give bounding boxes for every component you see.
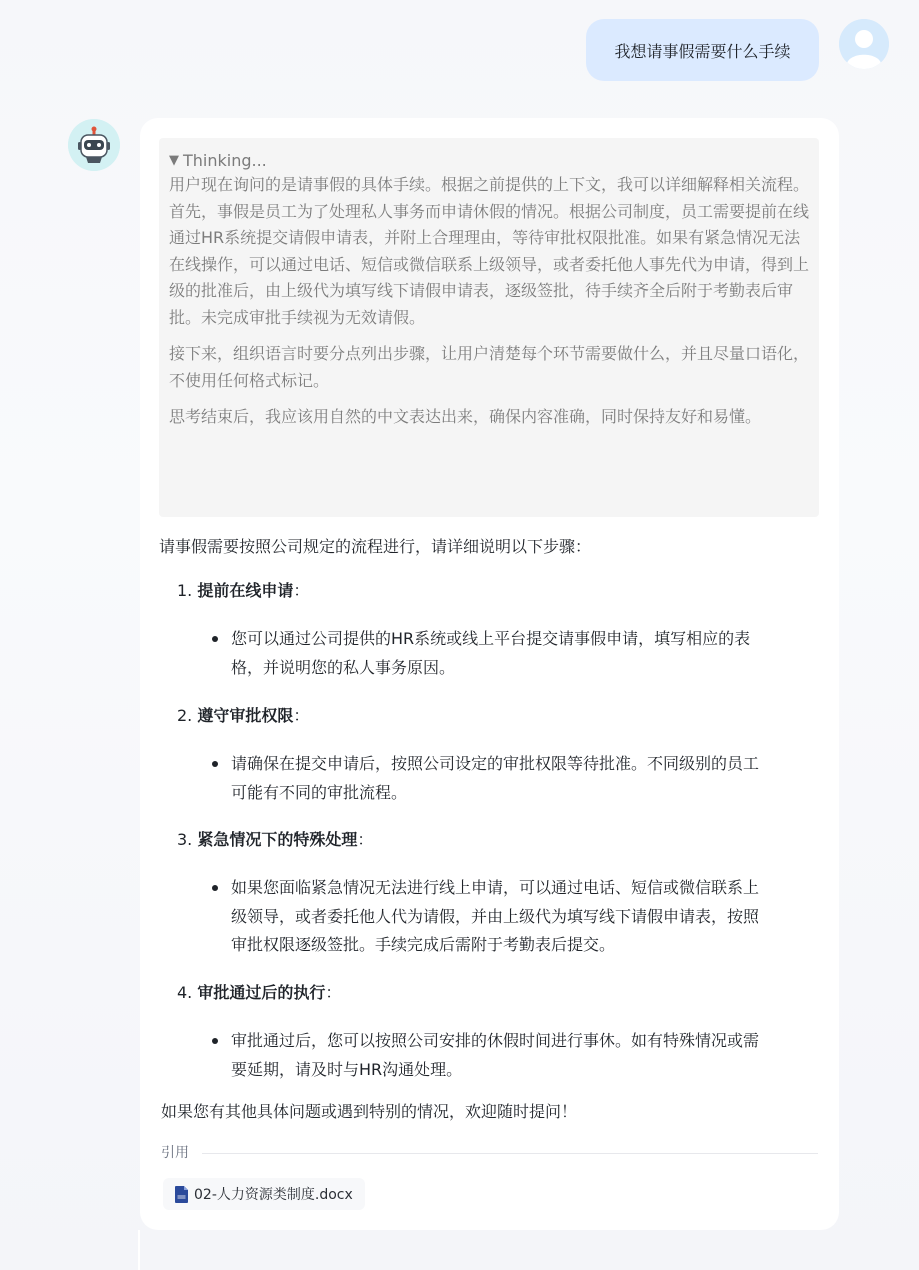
thinking-paragraph: 思考结束后，我应该用自然的中文表达出来，确保内容准确，同时保持友好和易懂。 (169, 407, 762, 426)
step-detail (231, 874, 811, 960)
step-detail-line: 格，并说明您的私人事务原因。 (231, 657, 456, 677)
thinking-paragraph: 用户现在询问的是请事假的具体手续。根据之前提供的上下文，我可以详细解释相关流程。 (169, 175, 810, 194)
user-message-text: 我想请事假需要什么手续 (614, 41, 791, 61)
step-title-text: 紧急情况下的特殊处理 (197, 830, 358, 849)
bot-message-card (140, 118, 839, 1230)
citation-divider (202, 1153, 818, 1154)
bullet-dot-icon (212, 636, 218, 642)
collapse-triangle-icon: ▼ (169, 153, 179, 168)
step-detail-line: 可能有不同的审批流程。 (231, 782, 408, 802)
bullet-dot-icon (212, 885, 218, 891)
step-title-text: 审批通过后的执行 (197, 983, 326, 1002)
step-detail-line: 您可以通过公司提供的HR系统或线上平台提交请事假申请，填写相应的表 (231, 629, 751, 648)
thinking-panel (159, 138, 819, 517)
answer-intro: 请事假需要按照公司规定的流程进行，请详细说明以下步骤： (159, 537, 592, 556)
step-title (177, 705, 309, 727)
left-divider (138, 1230, 140, 1270)
step-suffix: ： (357, 830, 374, 849)
step-detail-line: 审批通过后，您可以按照公司安排的休假时间进行事休。如有特殊情况或需 (231, 1031, 760, 1050)
step-title (177, 580, 309, 602)
step-detail (231, 1027, 811, 1084)
step-number: 3. (177, 830, 193, 849)
step-detail (231, 625, 811, 682)
step-number: 4. (177, 983, 193, 1002)
user-avatar-icon (839, 19, 889, 69)
thinking-toggle[interactable] (169, 150, 809, 172)
user-message-bubble (586, 19, 819, 81)
step-title (177, 829, 373, 851)
step-suffix: ： (293, 581, 310, 600)
bullet-dot-icon (212, 761, 218, 767)
robot-avatar-icon (68, 119, 120, 171)
thinking-paragraph: 接下来，组织语言时要分点列出步骤，让用户清楚每个环节需要做什么，并且尽量口语化，不使用任何格式标记。 (169, 344, 810, 390)
step-detail (231, 750, 811, 807)
citation-file-chip[interactable] (163, 1178, 365, 1210)
step-number: 1. (177, 581, 193, 600)
thinking-label: Thinking... (183, 151, 267, 170)
step-detail-line: 请确保在提交申请后，按照公司设定的审批权限等待批准。不同级别的员工 (231, 754, 760, 773)
step-detail-line: 要延期，请及时与HR沟通处理。 (231, 1059, 463, 1079)
thinking-paragraph: 首先，事假是员工为了处理私人事务而申请休假的情况。根据公司制度，员工需要提前在线通过HR系统提交请假申请表，并附上合理理由，等待审批权限批准。如果有紧急情况无法在线操作，可以通过电话、短信或微信联系上级领导，或者委托他人事先代为申请，得到上级的批准后，由上级代为填写线下请假申请表，逐级签批，待手续齐全后附于考勤表后审批。未完成审批手续视为无效请假。 (169, 201, 810, 327)
step-suffix: ： (325, 983, 342, 1002)
step-title-text: 提前在线申请 (197, 581, 294, 600)
step-detail-line: 级领导，或者委托他人代为请假，并由上级代为填写线下请假申请表，按照 (231, 906, 760, 926)
citation-label: 引用 (161, 1145, 189, 1161)
citation-file-name: 02-人力资源类制度.docx (194, 1187, 353, 1203)
step-number: 2. (177, 706, 193, 725)
step-title (177, 982, 341, 1004)
step-detail-line: 审批权限逐级签批。手续完成后需附于考勤表后提交。 (231, 935, 616, 954)
answer-outro: 如果您有其他具体问题或遇到特别的情况，欢迎随时提问！ (161, 1102, 578, 1121)
bullet-dot-icon (212, 1038, 218, 1044)
step-detail-line: 如果您面临紧急情况无法进行线上申请，可以通过电话、短信或微信联系上 (231, 878, 760, 897)
answer-body (159, 536, 819, 1121)
step-title-text: 遵守审批权限 (197, 706, 294, 725)
step-suffix: ： (293, 706, 310, 725)
word-document-icon (175, 1186, 188, 1203)
user-avatar[interactable] (839, 19, 889, 69)
bot-avatar (68, 119, 120, 171)
